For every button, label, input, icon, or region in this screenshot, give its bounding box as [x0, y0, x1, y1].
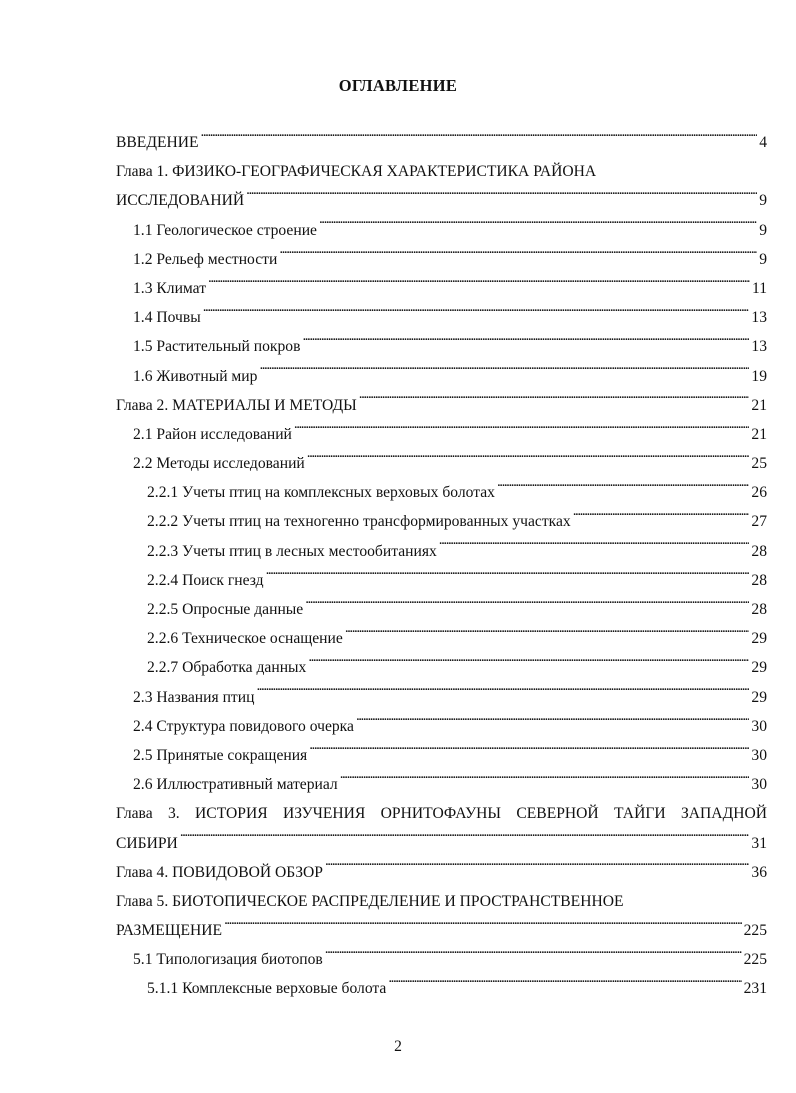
- toc-entry-intro[interactable]: [116, 128, 767, 157]
- toc-entry-text: 2.2.7 Обработка данных: [147, 659, 307, 677]
- toc-entry-2-2[interactable]: [116, 449, 767, 478]
- toc-entry-text: 2.2.2 Учеты птиц на техногенно трансформированных участках: [147, 513, 571, 531]
- toc-entry-1-5[interactable]: [116, 332, 767, 361]
- toc-entry-2-5[interactable]: [116, 741, 767, 770]
- toc-entry-2-4[interactable]: [116, 712, 767, 741]
- leader-dots: [302, 336, 749, 352]
- toc-entry-text: Глава 2. МАТЕРИАЛЫ И МЕТОДЫ: [116, 396, 357, 414]
- leader-dots: [319, 219, 757, 235]
- toc-entry-2-2-2[interactable]: [116, 507, 767, 536]
- toc-entry-2-2-3[interactable]: [116, 537, 767, 566]
- toc-page-number: 30: [751, 776, 767, 794]
- leader-dots: [266, 569, 750, 585]
- leader-dots: [307, 452, 750, 468]
- toc-entry-ch5[interactable]: [116, 916, 767, 945]
- toc-page-number: 36: [751, 863, 767, 881]
- toc-page-number: 31: [751, 834, 767, 852]
- toc-entry-2-2-6[interactable]: [116, 624, 767, 653]
- leader-dots: [208, 277, 750, 293]
- leader-dots: [340, 774, 750, 790]
- toc-entry-5-1-1[interactable]: [116, 974, 767, 1003]
- leader-dots: [356, 715, 749, 731]
- toc-page-number: 29: [751, 630, 767, 648]
- toc-page-number: 225: [743, 922, 767, 940]
- toc-entry-text: 2.1 Район исследований: [133, 425, 292, 443]
- toc-page-number: 29: [751, 659, 767, 677]
- leader-dots: [224, 919, 742, 935]
- leader-dots: [308, 657, 749, 673]
- toc-entry-text: 5.1 Типологизация биотопов: [133, 951, 323, 969]
- toc-entry-2-1[interactable]: [116, 420, 767, 449]
- toc-entry-ch3[interactable]: [116, 829, 767, 858]
- toc-entry-text: 2.2.1 Учеты птиц на комплексных верховых болотах: [147, 484, 495, 502]
- leader-dots: [309, 744, 749, 760]
- toc-page-number: 11: [751, 279, 767, 297]
- leader-dots: [497, 482, 749, 498]
- toc-entry-text: ВВЕДЕНИЕ: [116, 134, 199, 151]
- toc-page-number: 21: [751, 396, 767, 414]
- leader-dots: [325, 861, 749, 877]
- toc-entry-text: 1.4 Почвы: [133, 309, 201, 327]
- leader-dots: [259, 365, 749, 381]
- toc-page-number: 21: [751, 425, 767, 443]
- toc-entry-text: 2.2.6 Техническое оснащение: [147, 630, 343, 648]
- leader-dots: [439, 540, 750, 556]
- toc-entry-ch1-line1[interactable]: [116, 157, 767, 186]
- toc-entry-text: 5.1.1 Комплексные верховые болота: [147, 980, 387, 998]
- toc-page-number: 30: [751, 717, 767, 735]
- leader-dots: [294, 423, 750, 439]
- toc-entry-ch3-line1[interactable]: [116, 799, 767, 828]
- toc-page-number: 25: [751, 455, 767, 473]
- toc-entry-text: 1.2 Рельеф местности: [133, 250, 278, 268]
- toc-page-number: 26: [751, 484, 767, 502]
- toc-entry-text: Глава 1. ФИЗИКО-ГЕОГРАФИЧЕСКАЯ ХАРАКТЕРИСТИКА РАЙОНА: [116, 163, 597, 181]
- toc-entry-2-6[interactable]: [116, 770, 767, 799]
- toc-page-number: 28: [751, 571, 767, 589]
- leader-dots: [203, 307, 750, 323]
- toc-entry-text: 2.2 Методы исследований: [133, 455, 305, 473]
- toc-page-number: 19: [751, 367, 767, 385]
- toc-entry-text: Глава 5. БИОТОПИЧЕСКОЕ РАСПРЕДЕЛЕНИЕ И ПРОСТРАНСТВЕННОЕ: [116, 892, 624, 910]
- toc-entry-text: 1.5 Растительный покров: [133, 338, 301, 356]
- toc-page-number: 225: [743, 951, 767, 969]
- leader-dots: [256, 686, 749, 702]
- toc-entry-2-2-7[interactable]: [116, 653, 767, 682]
- toc-entry-text: 2.5 Принятые сокращения: [133, 746, 308, 764]
- toc-entry-5-1[interactable]: [116, 945, 767, 974]
- leader-dots: [180, 832, 750, 848]
- toc-page-number: 231: [743, 980, 767, 998]
- toc-entry-2-2-1[interactable]: [116, 478, 767, 507]
- toc-entry-ch1[interactable]: [116, 186, 767, 215]
- leader-dots: [279, 248, 757, 264]
- leader-dots: [359, 394, 750, 410]
- toc-page-number: 9: [759, 192, 767, 210]
- toc-entry-ch2[interactable]: [116, 391, 767, 420]
- leader-dots: [388, 978, 741, 994]
- toc-entry-2-2-4[interactable]: [116, 566, 767, 595]
- toc-page-number: 4: [759, 134, 767, 151]
- toc-entry-text: 2.3 Названия птиц: [133, 688, 255, 706]
- toc-entry-1-3[interactable]: [116, 274, 767, 303]
- toc-entry-ch5-line1[interactable]: [116, 887, 767, 916]
- leader-dots: [325, 949, 742, 965]
- toc-page-number: 9: [759, 250, 767, 268]
- toc-entry-text: 1.3 Климат: [133, 279, 207, 297]
- toc-entry-1-2[interactable]: [116, 245, 767, 274]
- toc-page-number: 28: [751, 601, 767, 618]
- toc-entry-text: 1.6 Животный мир: [133, 367, 258, 385]
- leader-dots: [201, 131, 758, 147]
- toc-entry-ch4[interactable]: [116, 858, 767, 887]
- page-number: 2: [394, 1038, 402, 1055]
- leader-dots: [246, 190, 757, 206]
- toc-page-number: 30: [751, 746, 767, 764]
- toc-entry-text: 2.2.3 Учеты птиц в лесных местообитаниях: [147, 542, 437, 560]
- toc-entry-text: РАЗМЕЩЕНИЕ: [116, 922, 223, 940]
- toc-page-number: 29: [751, 688, 767, 706]
- toc-page-number: 13: [751, 309, 767, 327]
- leader-dots: [573, 511, 750, 527]
- toc-page-number: 9: [759, 221, 767, 239]
- toc-entry-text: 2.4 Структура повидового очерка: [133, 717, 354, 735]
- table-of-contents: [116, 128, 767, 1004]
- toc-entry-1-1[interactable]: [116, 216, 767, 245]
- toc-entry-2-2-5[interactable]: [116, 595, 767, 624]
- leader-dots: [345, 628, 750, 644]
- toc-entry-text: ИССЛЕДОВАНИЙ: [116, 192, 245, 210]
- toc-entry-text: СИБИРИ: [116, 834, 178, 852]
- page-title: ОГЛАВЛЕНИЕ: [338, 76, 458, 95]
- toc-page-number: 28: [751, 542, 767, 560]
- leader-dots: [305, 598, 749, 614]
- toc-entry-text: 2.2.4 Поиск гнезд: [147, 571, 264, 589]
- toc-page-number: 27: [751, 513, 767, 531]
- toc-entry-text: Глава 4. ПОВИДОВОЙ ОБЗОР: [116, 863, 323, 881]
- toc-page-number: 13: [751, 338, 767, 356]
- toc-entry-text: 2.2.5 Опросные данные: [147, 601, 304, 618]
- toc-entry-text: Глава 3. ИСТОРИЯ ИЗУЧЕНИЯ ОРНИТОФАУНЫ СЕВЕРНОЙ ТАЙГИ ЗАПАДНОЙ: [116, 805, 767, 823]
- toc-entry-1-6[interactable]: [116, 362, 767, 391]
- toc-entry-1-4[interactable]: [116, 303, 767, 332]
- toc-entry-text: 1.1 Геологическое строение: [133, 221, 317, 239]
- toc-entry-text: 2.6 Иллюстративный материал: [133, 776, 338, 794]
- toc-entry-2-3[interactable]: [116, 683, 767, 712]
